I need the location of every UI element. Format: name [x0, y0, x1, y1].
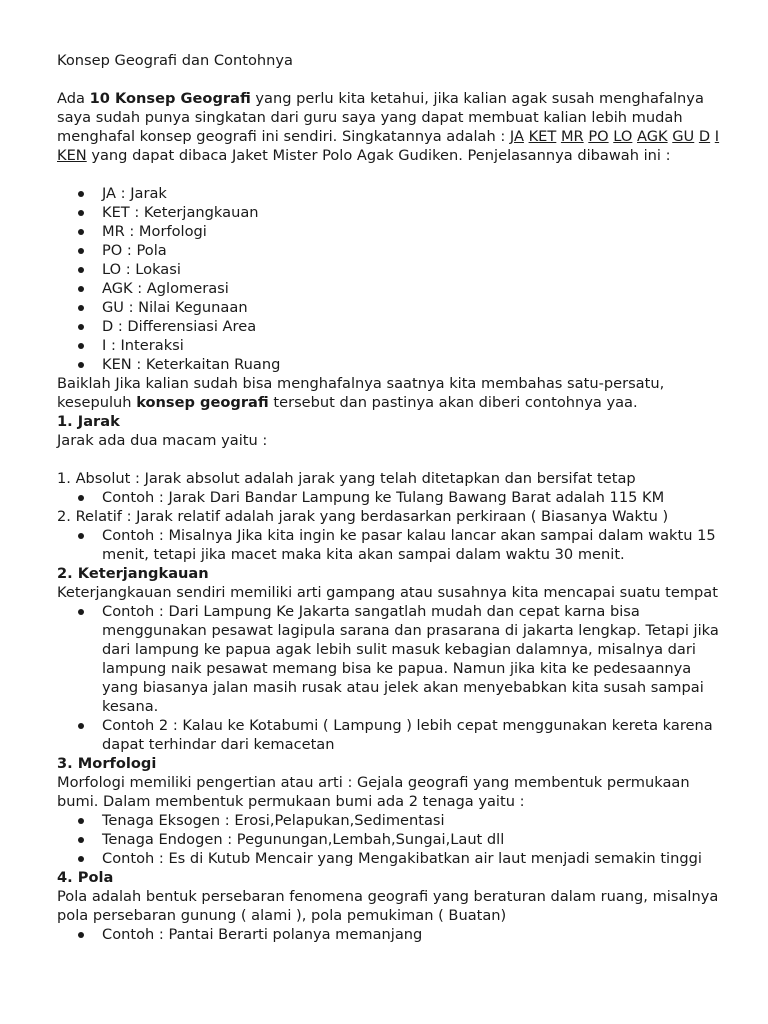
example-list	[57, 602, 728, 754]
abbr-d: D	[698, 128, 711, 145]
list-item: GU : Nilai Kegunaan	[57, 298, 728, 317]
intro-paragraph	[57, 89, 728, 165]
list-item: Tenaga Endogen : Pegunungan,Lembah,Sungai,Laut dll	[57, 830, 728, 849]
abbr-lo: LO	[613, 128, 633, 145]
example-list	[57, 488, 728, 507]
section-desc: Keterjangkauan sendiri memiliki arti gampang atau susahnya kita mencapai suatu tempat	[57, 584, 718, 601]
list-item: Contoh : Jarak Dari Bandar Lampung ke Tulang Bawang Barat adalah 115 KM	[57, 488, 728, 507]
list-item: AGK : Aglomerasi	[57, 279, 728, 298]
abbr-mr: MR	[560, 128, 584, 145]
after-bold-term: konsep geografi	[136, 394, 269, 411]
abbr-ken: KEN	[57, 147, 87, 164]
abbr-agk: AGK	[637, 128, 668, 145]
numbered-item: 2. Relatif : Jarak relatif adalah jarak yang berdasarkan perkiraan ( Biasanya Waktu )	[57, 508, 669, 525]
example-list	[57, 526, 728, 564]
example-list	[57, 811, 728, 868]
list-item: JA : Jarak	[57, 184, 728, 203]
section-desc: Pola adalah bentuk persebaran fenomena geografi yang beraturan dalam ruang, misalnya pola persebaran gunung ( alami ), pola pemukiman ( Buatan)	[57, 888, 719, 924]
after-text: tersebut dan pastinya akan diberi contohnya yaa.	[268, 394, 638, 411]
list-item: I : Interaksi	[57, 336, 728, 355]
example-list	[57, 925, 728, 944]
list-item: LO : Lokasi	[57, 260, 728, 279]
abbr-po: PO	[588, 128, 609, 145]
document-title: Konsep Geografi dan Contohnya	[57, 52, 293, 69]
abbr-gu: GU	[672, 128, 695, 145]
section-heading-jarak: 1. Jarak	[57, 413, 120, 430]
after-text: Baiklah Jika kalian sudah bisa menghafalnya saatnya kita membahas satu-persatu, kesepuluh	[57, 375, 665, 411]
section-desc: Morfologi memiliki pengertian atau arti : Gejala geografi yang membentuk permukaan bumi. Dalam membentuk permukaan bumi ada 2 tenaga yaitu :	[57, 774, 690, 810]
intro-text: Ada	[57, 90, 90, 107]
list-item: Contoh : Dari Lampung Ke Jakarta sangatlah mudah dan cepat karna bisa menggunakan pesawat lagipula sarana dan prasarana di jakarta lengkap. Tetapi jika dari lampung ke papua agak lebih sulit masuk kebagian dalamnya, misalnya dari lampung naik pesawat memang bisa ke papua. Namun jika kita ke pedesaannya yang biasanya jalan masih rusak atau jelek akan menyebabkan kita susah sampai kesana.	[57, 602, 728, 716]
numbered-item: 1. Absolut : Jarak absolut adalah jarak yang telah ditetapkan dan bersifat tetap	[57, 470, 636, 487]
list-item: Contoh 2 : Kalau ke Kotabumi ( Lampung ) lebih cepat menggunakan kereta karena dapat terhindar dari kemacetan	[57, 716, 728, 754]
abbr-ket: KET	[528, 128, 557, 145]
list-item: D : Differensiasi Area	[57, 317, 728, 336]
section-heading-pola: 4. Pola	[57, 869, 114, 886]
abbr-i: I	[714, 128, 720, 145]
list-item: Tenaga Eksogen : Erosi,Pelapukan,Sedimentasi	[57, 811, 728, 830]
section-desc: Jarak ada dua macam yaitu :	[57, 432, 268, 449]
list-item: Contoh : Pantai Berarti polanya memanjang	[57, 925, 728, 944]
list-item: Contoh : Misalnya Jika kita ingin ke pasar kalau lancar akan sampai dalam waktu 15 menit, tetapi jika macet maka kita akan sampai dalam waktu 30 menit.	[57, 526, 728, 564]
after-list-paragraph	[57, 374, 728, 412]
list-item: PO : Pola	[57, 241, 728, 260]
list-item: KET : Keterjangkauan	[57, 203, 728, 222]
section-heading-keterjangkauan: 2. Keterjangkauan	[57, 565, 209, 582]
list-item: Contoh : Es di Kutub Mencair yang Mengakibatkan air laut menjadi semakin tinggi	[57, 849, 728, 868]
section-heading-morfologi: 3. Morfologi	[57, 755, 157, 772]
list-item: MR : Morfologi	[57, 222, 728, 241]
intro-text: yang dapat dibaca Jaket Mister Polo Agak Gudiken. Penjelasannya dibawah ini :	[86, 147, 671, 164]
intro-bold-term: 10 Konsep Geografi	[89, 90, 251, 107]
abbr-ja: JA	[509, 128, 524, 145]
concept-list	[57, 184, 728, 374]
list-item: KEN : Keterkaitan Ruang	[57, 355, 728, 374]
intro-text: yang perlu kita ketahui, jika kalian agak susah menghafalnya saya sudah punya singkatan dari guru saya yang dapat membuat kalian lebih mudah menghafal konsep geografi ini sendiri. Singkatannya adalah :	[57, 90, 704, 145]
